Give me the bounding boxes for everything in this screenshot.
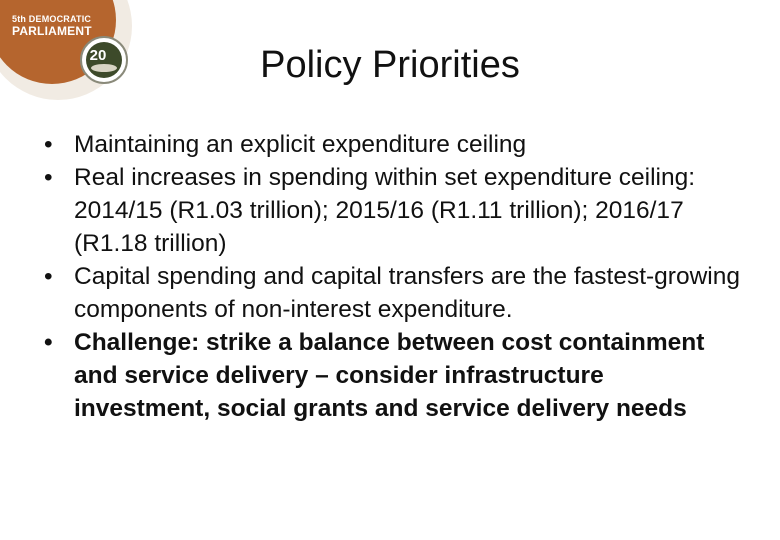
parliament-logo	[0, 0, 140, 100]
bullet-item	[44, 260, 744, 326]
bullet-item-challenge	[44, 326, 744, 425]
logo-text-line2: PARLIAMENT	[12, 24, 92, 38]
bullet-item	[44, 128, 744, 161]
bullet-text: Maintaining an explicit expenditure ceiling	[74, 131, 527, 158]
bullet-text: Capital spending and capital transfers are the fastest-growing components of non-interest expenditure.	[74, 263, 740, 323]
bullet-glyph: •	[44, 164, 53, 191]
bullet-text: Challenge: strike a balance between cost containment and service delivery – consider infrastructure investment, social grants and service delivery needs	[74, 329, 705, 422]
slide-title: Policy Priorities	[260, 44, 520, 86]
bullet-item	[44, 161, 744, 260]
bullet-glyph: •	[44, 131, 53, 158]
logo-text-line1: 5th DEMOCRATIC	[12, 14, 92, 24]
bullet-glyph: •	[44, 329, 53, 356]
bullet-text: Real increases in spending within set expenditure ceiling: 2014/15 (R1.03 trillion); 2015/16 (R1.11 trillion); 2016/17 (R1.18 trillion)	[74, 164, 696, 257]
logo-badge-number: 20	[89, 47, 107, 64]
bullet-glyph: •	[44, 263, 53, 290]
bullet-list	[44, 128, 744, 425]
